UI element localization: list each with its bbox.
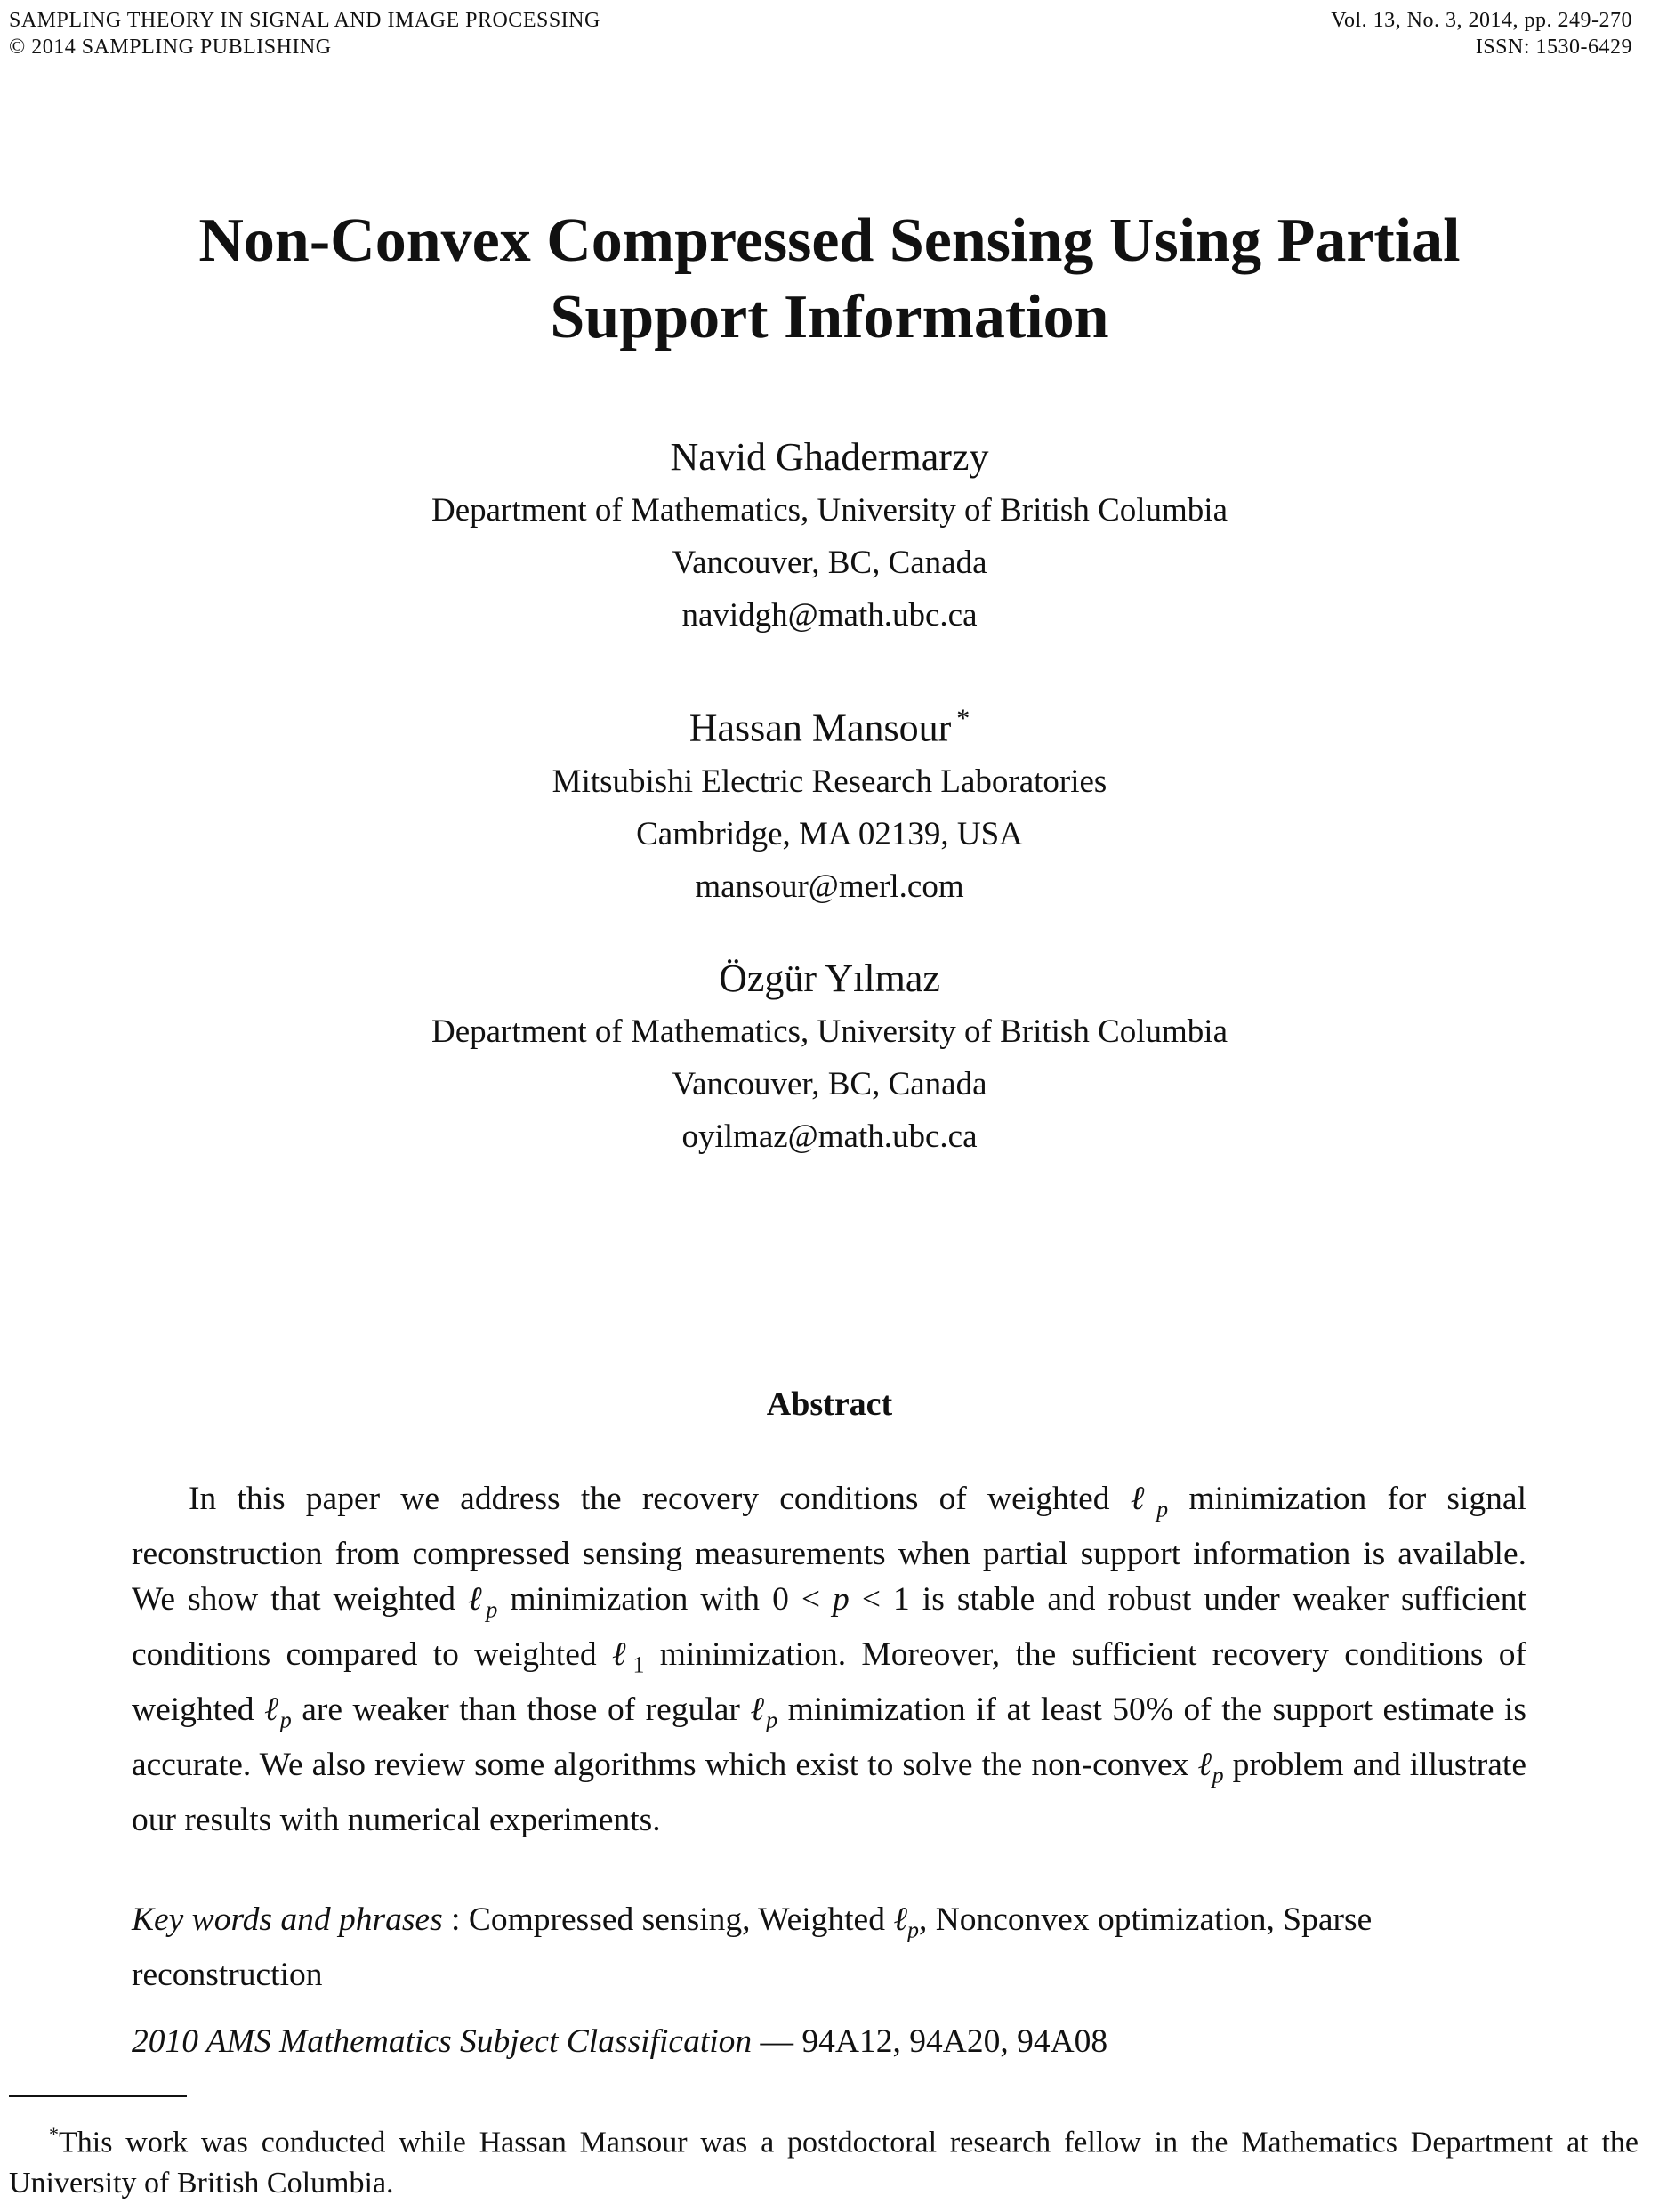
keywords [132,1898,1526,1998]
author-email[interactable]: oyilmaz@math.ubc.ca [681,1118,978,1155]
math-subscript: p [1212,1762,1224,1788]
keywords-separator: : [442,1901,469,1938]
abstract-text: minimization for signal reconstruction from compressed sensing measurements when partial support information is available. We show that weighted [132,1481,1526,1618]
ams-codes: 94A12, 94A20, 94A08 [801,2023,1108,2060]
footnote-rule [9,2095,187,2097]
abstract-text: < 1 is stable and robust under weaker sufficient conditions compared to weighted [132,1580,1526,1673]
author-affiliation: Department of Mathematics, University of British Columbia [431,492,1228,529]
title-line-1: Non-Convex Compressed Sensing Using Partial [198,206,1461,275]
author-block [0,954,1659,1163]
math-ell-p [468,1580,498,1622]
keywords-label: Key words and phrases [132,1901,443,1938]
keywords-text: , Nonconvex optimization, Sparse reconstruction [132,1901,1373,1993]
abstract-text: In this paper we address the recovery conditions of weighted [189,1481,1131,1517]
keywords-text: Compressed sensing, Weighted [468,1901,894,1938]
abstract-text: are weaker than those of regular [291,1691,751,1728]
math-ell: ℓ [611,1635,633,1673]
math-ell: ℓ [263,1691,280,1728]
footnote-text: This work was conducted while Hassan Mansour was a postdoctoral research fellow in the Mathematics Department at the University of British Columbia. [9,2126,1639,2200]
math-subscript: p [1156,1496,1169,1522]
math-ell: ℓ [750,1691,767,1728]
math-ell: ℓ [1130,1481,1157,1517]
math-ell-p [750,1691,778,1732]
paper-title [0,203,1659,356]
footnote-marker[interactable]: * [956,704,970,733]
journal-name: SAMPLING THEORY IN SIGNAL AND IMAGE PROCESSING [9,9,600,32]
ams-classification [132,2020,1526,2064]
math-ell-p [1197,1746,1224,1788]
math-subscript: p [486,1596,498,1622]
abstract-text: minimization. Moreover, the sufficient recovery conditions of weighted [132,1635,1526,1728]
math-ell-1 [611,1635,645,1677]
math-subscript: p [279,1707,292,1732]
abstract-body [132,1477,1526,1843]
ams-separator: — [752,2023,802,2060]
math-subscript: 1 [632,1651,645,1677]
abstract-heading: Abstract [766,1385,893,1423]
author-name-text: Özgür Yılmaz [719,957,940,1000]
running-header-left [9,7,600,61]
abstract-text: minimization with 0 < [497,1580,834,1618]
math-ell: ℓ [468,1580,487,1618]
abstract-text: problem and illustrate our results with numerical experiments. [132,1746,1526,1838]
math-ell-p [263,1691,292,1732]
math-subscript: p [766,1707,778,1732]
math-ell: ℓ [1197,1746,1212,1783]
author-location: Cambridge, MA 02139, USA [636,815,1023,852]
running-header-right [1331,7,1632,61]
author-name-text: Hassan Mansour [689,706,952,750]
abstract-text: minimization if at least 50% of the support estimate is accurate. We also review some algorithms which exist to solve the non-convex [132,1691,1527,1783]
footnote-marker: * [49,2123,59,2145]
author-name [0,432,1659,482]
author-name [0,954,1659,1004]
copyright-notice: © 2014 SAMPLING PUBLISHING [9,36,332,59]
footnote [9,2114,1639,2204]
math-ell-p [1130,1481,1169,1522]
issn: ISSN: 1530-6429 [1475,36,1632,59]
author-email[interactable]: navidgh@math.ubc.ca [681,597,978,634]
math-ell: ℓ [893,1901,907,1938]
author-name [0,694,1659,754]
author-affiliation: Mitsubishi Electric Research Laboratories [552,763,1107,800]
math-ell-p [893,1901,919,1943]
author-location: Vancouver, BC, Canada [672,545,987,581]
author-location: Vancouver, BC, Canada [672,1066,987,1102]
author-block [0,694,1659,913]
author-block [0,432,1659,642]
math-p: p [833,1580,850,1618]
title-line-2: Support Information [550,283,1109,351]
author-affiliation: Department of Mathematics, University of British Columbia [431,1013,1228,1050]
ams-label: 2010 AMS Mathematics Subject Classification [132,2023,753,2060]
volume-info: Vol. 13, No. 3, 2014, pp. 249-270 [1331,9,1632,32]
math-subscript: p [906,1917,919,1943]
author-name-text: Navid Ghadermarzy [670,435,989,479]
author-email[interactable]: mansour@merl.com [695,868,964,905]
